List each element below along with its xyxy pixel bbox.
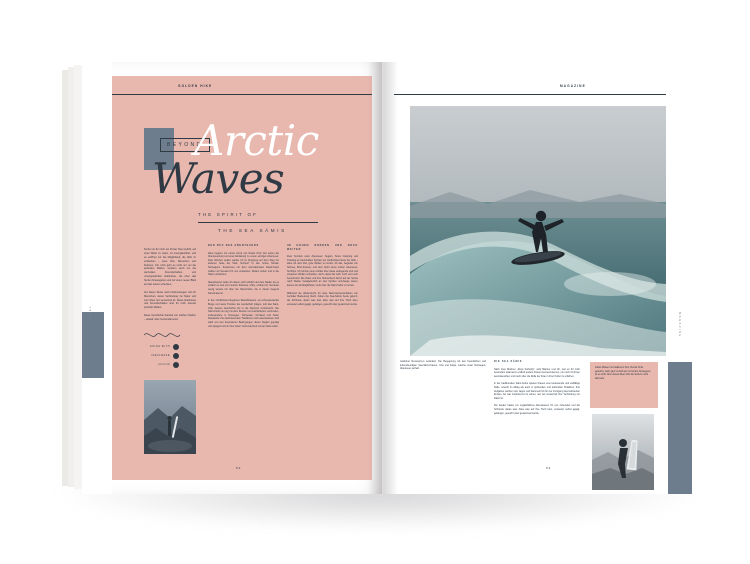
body-paragraph: maritimer Ressourcen verändert. Die Begegnung mit den freundlichen und lebensfreudigen Sea-Sámi-Frauen, Una und Kaiya, machte unser Norwegen-Abenteuer perfekt. — [400, 360, 486, 371]
credit-row — [144, 344, 200, 350]
lead-paragraph: Surfen ist für mich ein Portal. Das Gefühl, auf einer Welle zu reiten, ist unvergleichbar, und es eröffnet mir die Möglichkeit, die Welt zu entdecken – neue Orte, Menschen und Kulturen. Für mich geht es nicht nur um die perfekten Wellen, sondern auch um die wertvollen Freundschaften und unvergesslichen Erlebnisse, die über das Surfen hinausgehen und mir einen neuen Blick auf das Leben schenken. — [144, 248, 196, 286]
credit-row — [144, 362, 200, 368]
column-heading: IM HOHEN NORDEN UND NOCH WEITER — [287, 244, 358, 251]
column-2 — [494, 360, 580, 419]
right-page — [382, 62, 692, 494]
portrait-dot-icon — [173, 362, 179, 368]
lead-paragraph: Auf dieser Reise nach Nordnorwegen traf ich Menschen, deren Verbindung zur Natur und zum Meer tief verwurzelt ist. Diese Erlebnisse und Freundschaften sind für mich ebenso perfekte Wellen. — [144, 290, 196, 310]
credit-row — [144, 353, 200, 359]
credit-label: IDEALMAKE — [151, 355, 170, 357]
photo-surfer-with-board — [592, 414, 654, 490]
slate-block-left — [82, 312, 104, 378]
body-paragraph: Die beiden hatten ein unglaubliches Abendessen für uns zubereitet und die Schönste daran was: Alles was auf ihre Tisch kam, entweder selbst gejagt, gefangen, gesucht oder gesammelt wurde. — [494, 404, 580, 415]
title-line-arctic: Arctic — [194, 116, 319, 165]
caption-text: Kaltes Wasser ist Catalina in ihrer Heimat Chile gewohnt, doch ganz so kalt wie im Norden Norwegens ist es nicht. Aber dieses Meer stört die Surferin nicht allzusehr. — [595, 367, 651, 380]
body-paragraph: Während die Wellensucht für viele Sámi-Gemeinschaften von zentraler Bedeutung bleibt, haben die Sea-Sámis heute gelernt, die Schönste daran was dies alles was auf ihre Tisch kam, entweder selbst gejagt, gefangen, gesucht oder gesammelt wurde. — [287, 291, 358, 306]
credit-label: philiLM — [158, 364, 170, 366]
lead-paragraph: Diese Geschichte handelt von solchen Wellen – eiskalt, aber herzerwärmend. — [144, 314, 196, 321]
photo-surfer-small — [144, 380, 196, 454]
page-number-left: 52 — [236, 466, 242, 470]
portrait-dot-icon — [173, 344, 179, 350]
squiggle-ornament — [144, 330, 184, 338]
body-paragraph: Zwei Tenzlets unter Abenteuer: Segeln, Snow Camping und Trekking an traumhaften Fjorden am nördlichsten Ende der Welt – alles mit dem Ziel, gute Wellen zu surfen. All das, begleitet von Schnee, Brüh-Freizeit, und dem Spirit eines echten Abenteuer-Surftrips. Ich könnte einen Artikel über diese aufregende Zeit und einsamen Wellen schreiben, doch etwas hat mich noch viel mehr beeindruckt: Die Kultur und ihre Heimschien! Da ist auf der Suche nach Wellen Gastgeberlich an den Fjorden unterwegs waren, kamen wir als Möglichkeit, mehr über die Sámi-Kultur zu lernen. — [287, 255, 358, 288]
body-columns-left — [208, 244, 358, 332]
header-rule — [112, 94, 372, 95]
subtitle-sea-samis: THE SEA SÁMIS — [218, 228, 287, 233]
credits-block — [144, 344, 200, 371]
subtitle-spirit: THE SPIRIT OF — [198, 212, 258, 217]
magazine-spread — [62, 62, 692, 494]
slate-block-right — [668, 362, 692, 494]
caption-box — [590, 362, 658, 408]
body-paragraph: Skandinavien habe ich davon nicht wirklich auf dem Radar, da es einfach so weit von meinem Zuhause, Chile, entfernt ist. Genauso wenig wusste ich über die Sámi-Kultur, die in dieser Gegend beheimatet ist. — [208, 280, 279, 295]
body-columns-right — [400, 360, 580, 419]
side-label-travel: TRAVEL — [88, 304, 92, 324]
column-1 — [208, 244, 279, 332]
portrait-dot-icon — [173, 353, 179, 359]
hero-photo-surfer-wave — [410, 106, 666, 356]
credit-label: GOING WITH — [149, 346, 170, 348]
running-head-left: GOLDEN HIKE — [178, 84, 213, 88]
column-heading: DIE SEA SÁMIS — [494, 360, 523, 363]
running-head-right: MAGAZINE — [560, 84, 586, 88]
left-page — [82, 62, 382, 494]
beyond-label-box: BEYOND — [160, 138, 210, 152]
side-label-magazine: MAGAZINE — [678, 312, 682, 338]
column-1 — [400, 360, 486, 419]
body-paragraph: In der traditionellen Sámi-Kultur spielen Frauen eine bedeutende und vielfältige Rolle, sowohl im Alltag als auch in spirituellen und kulturellen Praktiken. Ihre Aufgaben reichen vom Jagen und Sammeln bis hin zur Fertigung des kultivierten Entspo. Es war inspirierend zu sehen, wie tief verwurzelt ihre Verbindung zur Natur ist. — [494, 382, 580, 400]
body-paragraph: In den nördlichsten Regionen Skandinaviens, wo schneebedeckte Berge und weite Tundren die Landschaft prägen, lebt das Sami-Volk, dessen Geschichte bis in die Steinzeit zurückreicht. Die Sámi-Kultur ist eng mit dem Rentier und Lachsfischen verbunden, insbesondere in Norwegen, Schweden, Finnland und Teilen Russlands. Ihre faszinierenden Traditionen und Lebensweisen sind stark von den besonderen Bedingungen dieser Region geprägt und spiegeln sich in ihrer tiefen Verbundenheit mit der Natur wider. — [208, 299, 279, 328]
column-heading: DER RUF DES ABENTEUERS — [208, 244, 259, 247]
subtitle-rule — [198, 222, 318, 223]
lead-column — [144, 248, 196, 326]
body-paragraph: Alles begann mit einem Anruf von Roark Ortiz (wir selten die Abenteuerlust) und einer Einladung zu einem einzigen Abenteuer. Zwei Wochen später packte ich im Flugzeug auf dem Weg zur anderen Seite der Welt, Norhoo? In den hohen Norden Norwegens. Zusammen mit dem internationalen Roark-Team wollten wir Neuland für uns entdecken, Wellen surfen und in die Natur eintauchen. — [208, 251, 279, 277]
page-number-right: 53 — [546, 466, 552, 470]
title-line-waves: Waves — [152, 154, 285, 203]
header-rule-right — [394, 94, 666, 95]
body-paragraph: Nach zwei Wochen „Roya Surfetrip", acht Männer und ich, war es für mich besonders spannend, endlich andere Frauen kennenzulernen, um mich mit ihnen auszutauschen und mehr über die Rolle der Frau in ihrer Kultur zu erfahren. — [494, 367, 580, 378]
column-2 — [287, 244, 358, 332]
left-white-margin — [82, 62, 112, 494]
